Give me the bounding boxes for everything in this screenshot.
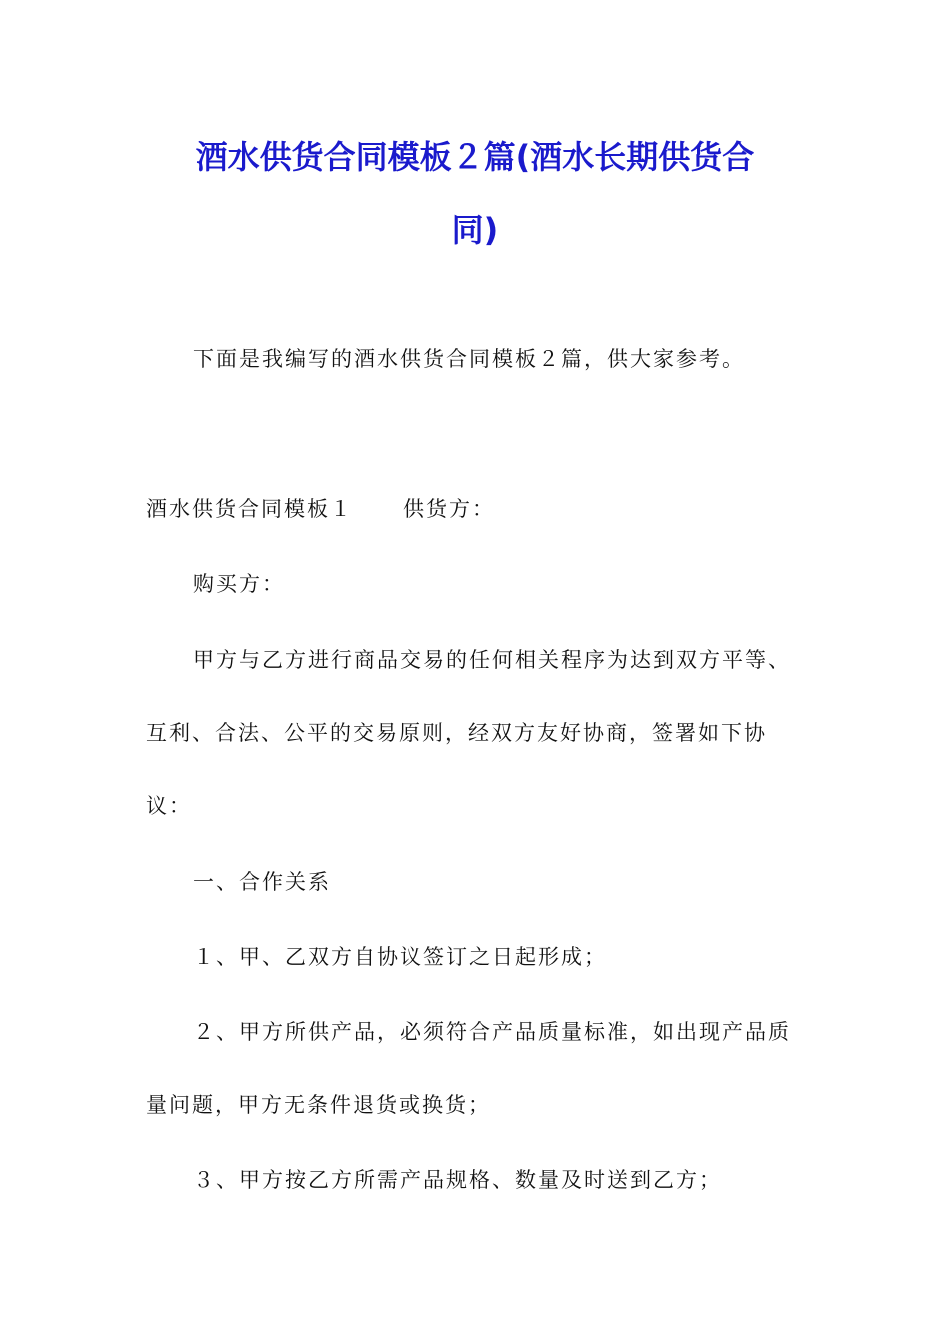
document-title-line-1: 酒水供货合同模板２篇(酒水长期供货合 — [195, 138, 755, 176]
supplier-label: 供货方： — [403, 497, 495, 521]
paragraph-1-line-1: 甲方与乙方进行商品交易的任何相关程序为达到双方平等、 — [193, 648, 791, 672]
item-2-line-1: ２、甲方所供产品，必须符合产品质量标准，如出现产品质 — [193, 1020, 791, 1044]
item-3: ３、甲方按乙方所需产品规格、数量及时送到乙方； — [193, 1168, 722, 1192]
paragraph-1-line-3: 议： — [146, 794, 192, 818]
item-1: １、甲、乙双方自协议签订之日起形成； — [193, 945, 607, 969]
buyer-label: 购买方： — [193, 572, 285, 596]
item-2-line-2: 量问题，甲方无条件退货或换货； — [146, 1093, 491, 1117]
template-heading-line — [146, 494, 495, 524]
section-1-heading: 一、合作关系 — [193, 870, 331, 894]
template-heading: 酒水供货合同模板１ — [146, 497, 353, 521]
paragraph-1-line-2: 互利、合法、公平的交易原则，经双方友好协商，签署如下协 — [146, 721, 767, 745]
intro-paragraph: 下面是我编写的酒水供货合同模板２篇，供大家参考。 — [193, 347, 745, 371]
document-title-line-2: 同) — [451, 211, 499, 249]
